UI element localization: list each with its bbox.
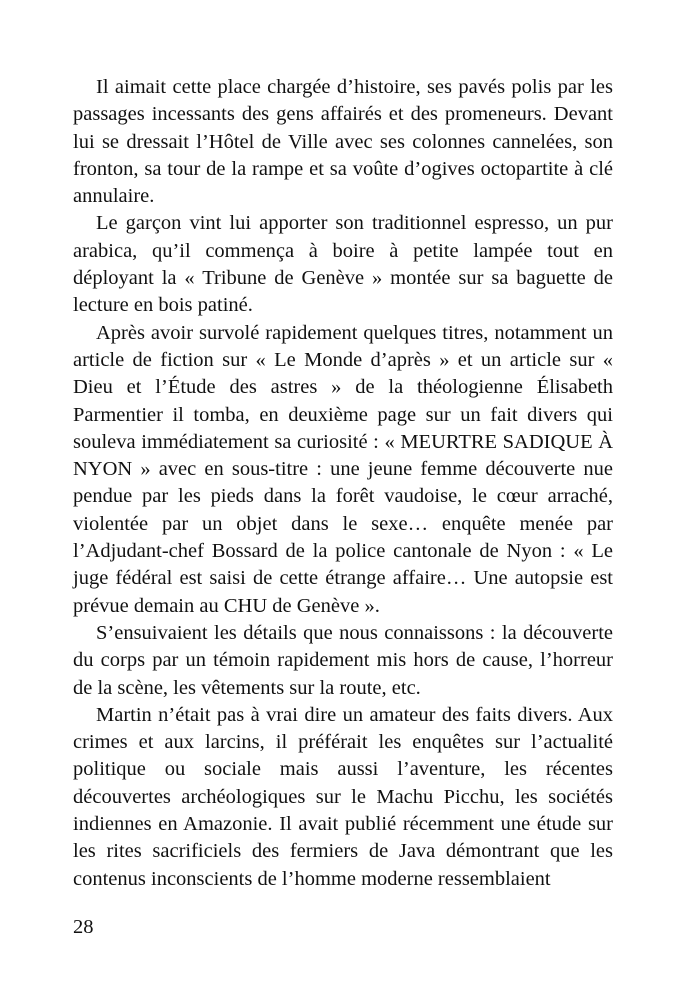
paragraph-2: Le garçon vint lui apporter son traditionnel espresso, un pur arabica, qu’il commença à boire à petite lampée tout en déployant la « Tribune de Genève » montée sur sa baguette de lecture en bois patiné.: [73, 212, 613, 317]
paragraph-4: S’ensuivaient les détails que nous connaissons : la découverte du corps par un témoin rapidement mis hors de cause, l’horreur de la scène, les vêtements sur la route, etc.: [73, 621, 613, 699]
paragraph-5: Martin n’était pas à vrai dire un amateur des faits divers. Aux crimes et aux larcins, il préférait les enquêtes sur l’actualité politique ou sociale mais aussi l’aventure, les récentes découvertes archéologiques sur le Machu Picchu, les sociétés indiennes en Amazonie. Il avait publié récemment une étude sur les rites sacrificiels des fermiers de Java démontrant que les contenus inconscients de l’homme moderne ressemblaient: [73, 703, 613, 890]
paragraph-1: Il aimait cette place chargée d’histoire, ses pavés polis par les passages incessants des gens affairés et des promeneurs. Devant lui se dressait l’Hôtel de Ville avec ses colonnes cannelées, son fronton, sa tour de la rampe et sa voûte d’ogives octopartite à clé annulaire.: [73, 76, 613, 208]
page-number: 28: [73, 916, 94, 938]
paragraph-3: Après avoir survolé rapidement quelques titres, notamment un article de fiction sur « Le Monde d’après » et un article sur « Dieu et l’Étude des astres » de la théologienne Élisabeth Parmentier il tomba, en deuxième page sur un fait divers qui souleva immédiatement sa curiosité : « MEURTRE SADIQUE À NYON » avec en sous-titre : une jeune femme découverte nue pendue par les pieds dans la forêt vaudoise, le cœur arraché, violentée par un objet dans le sexe… enquête menée par l’Adjudant-chef Bossard de la police cantonale de Nyon : « Le juge fédéral est saisi de cette étrange affaire… Une autopsie est prévue demain au CHU de Genève ».: [73, 321, 613, 617]
body-text: [73, 74, 613, 893]
